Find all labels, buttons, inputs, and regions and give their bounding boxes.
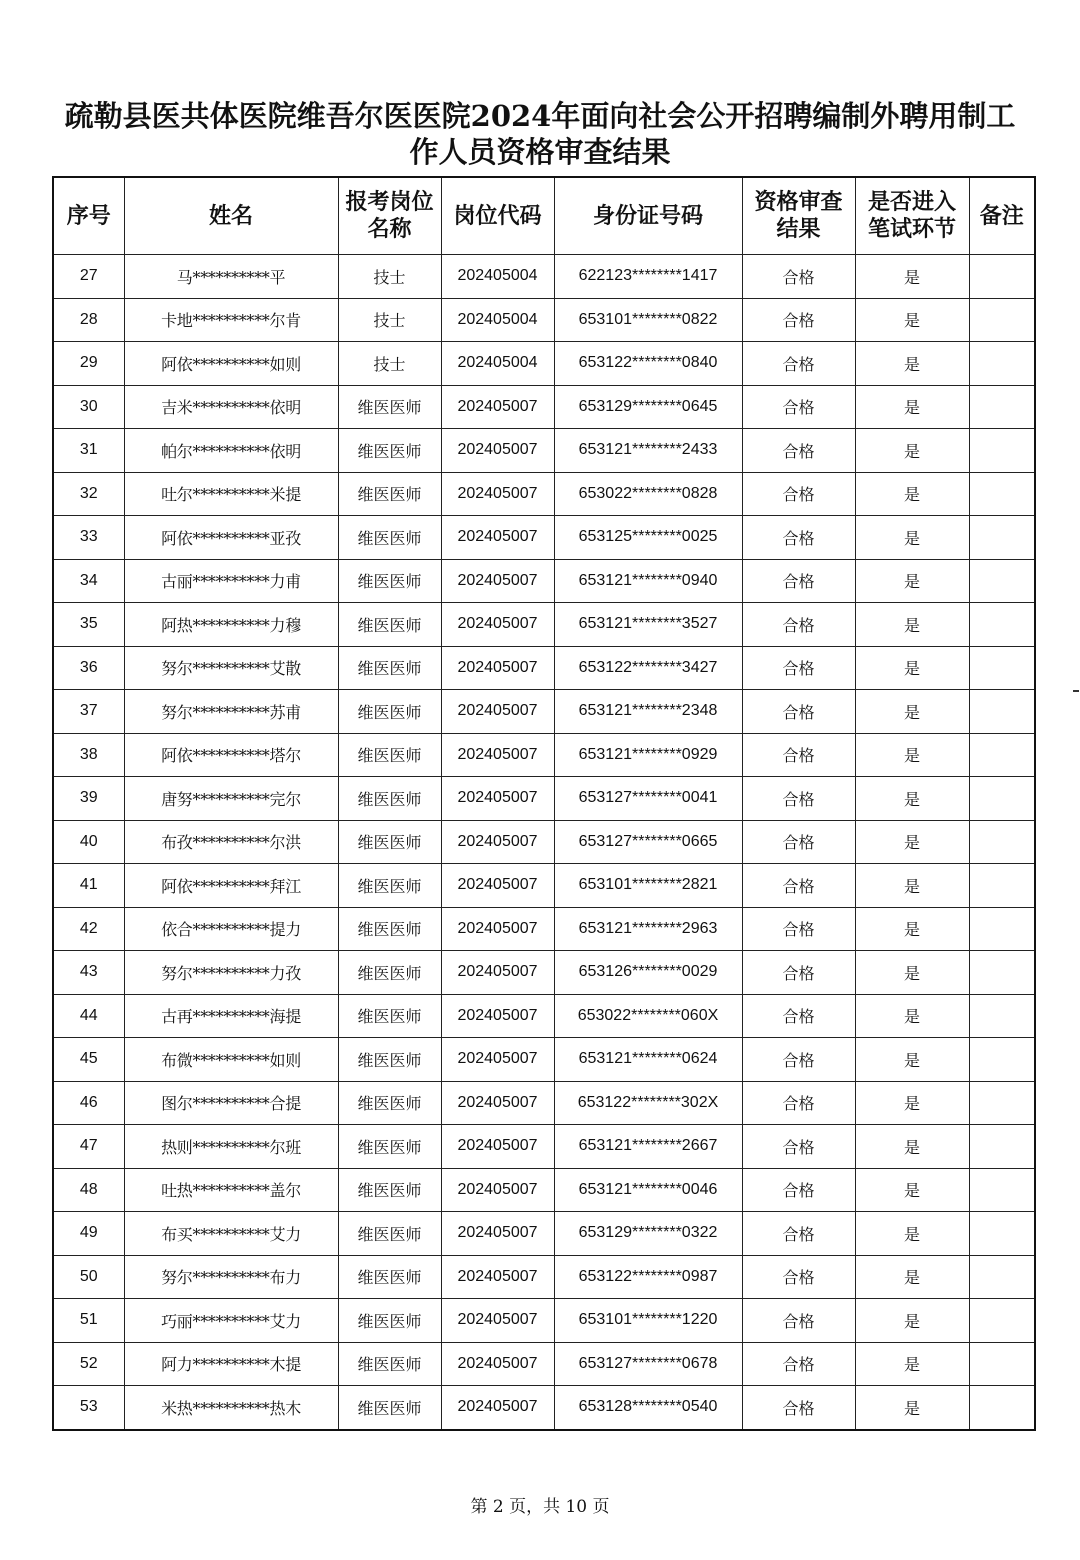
position-code-cell: 202405007 <box>441 1342 554 1386</box>
remark-cell <box>969 1038 1035 1082</box>
position-code-cell: 202405007 <box>441 429 554 473</box>
table-row <box>53 1038 1035 1082</box>
applicant-name-cell: 阿力**********木提 <box>124 1342 338 1386</box>
remark-cell <box>969 1168 1035 1212</box>
remark-cell <box>969 994 1035 1038</box>
table-row <box>53 603 1035 647</box>
id-number-cell: 653121********0046 <box>554 1168 742 1212</box>
review-result-cell: 合格 <box>742 777 855 821</box>
column-header-line: 序号 <box>66 202 111 229</box>
id-number-cell: 653127********0041 <box>554 777 742 821</box>
remark-cell <box>969 1299 1035 1343</box>
enter-exam-cell: 是 <box>855 298 969 342</box>
table-row <box>53 820 1035 864</box>
id-number-cell: 653129********0645 <box>554 385 742 429</box>
row-number-cell: 45 <box>53 1038 124 1082</box>
position-code-cell: 202405004 <box>441 342 554 386</box>
table-row <box>53 559 1035 603</box>
applicant-name-cell: 努尔**********力孜 <box>124 951 338 995</box>
column-header-line: 岗位代码 <box>453 202 542 229</box>
position-name-cell: 维医医师 <box>338 1342 441 1386</box>
applicant-name-cell: 阿依**********如则 <box>124 342 338 386</box>
remark-cell <box>969 255 1035 299</box>
column-header <box>969 177 1035 255</box>
enter-exam-cell: 是 <box>855 472 969 516</box>
review-result-cell: 合格 <box>742 255 855 299</box>
id-number-cell: 653121********0940 <box>554 559 742 603</box>
review-result-cell: 合格 <box>742 342 855 386</box>
remark-cell <box>969 516 1035 560</box>
position-code-cell: 202405007 <box>441 1299 554 1343</box>
enter-exam-cell: 是 <box>855 994 969 1038</box>
position-name-cell: 技士 <box>338 255 441 299</box>
position-name-cell: 维医医师 <box>338 1125 441 1169</box>
position-name-cell: 维医医师 <box>338 1255 441 1299</box>
applicant-name-cell: 帕尔**********依明 <box>124 429 338 473</box>
enter-exam-cell: 是 <box>855 1342 969 1386</box>
review-result-cell: 合格 <box>742 1038 855 1082</box>
row-number-cell: 28 <box>53 298 124 342</box>
enter-exam-cell: 是 <box>855 820 969 864</box>
enter-exam-cell: 是 <box>855 342 969 386</box>
enter-exam-cell: 是 <box>855 1038 969 1082</box>
position-code-cell: 202405007 <box>441 1255 554 1299</box>
position-name-cell: 技士 <box>338 298 441 342</box>
review-result-cell: 合格 <box>742 733 855 777</box>
column-header-line: 姓名 <box>208 202 253 229</box>
remark-cell <box>969 1255 1035 1299</box>
review-result-cell: 合格 <box>742 820 855 864</box>
position-name-cell: 维医医师 <box>338 951 441 995</box>
review-result-cell: 合格 <box>742 603 855 647</box>
column-header-line: 资格审查 <box>754 189 843 215</box>
remark-cell <box>969 1212 1035 1256</box>
review-result-cell: 合格 <box>742 907 855 951</box>
table-row <box>53 646 1035 690</box>
row-number-cell: 30 <box>53 385 124 429</box>
applicant-name-cell: 巧丽**********艾力 <box>124 1299 338 1343</box>
enter-exam-cell: 是 <box>855 1168 969 1212</box>
table-row <box>53 1081 1035 1125</box>
table-body <box>53 255 1035 1430</box>
remark-cell <box>969 1342 1035 1386</box>
review-result-cell: 合格 <box>742 472 855 516</box>
id-number-cell: 653127********0678 <box>554 1342 742 1386</box>
column-header-line: 笔试环节 <box>867 216 956 242</box>
table-row <box>53 385 1035 429</box>
position-code-cell: 202405007 <box>441 385 554 429</box>
position-code-cell: 202405007 <box>441 603 554 647</box>
id-number-cell: 653129********0322 <box>554 1212 742 1256</box>
row-number-cell: 50 <box>53 1255 124 1299</box>
row-number-cell: 42 <box>53 907 124 951</box>
id-number-cell: 653022********060X <box>554 994 742 1038</box>
id-number-cell: 653126********0029 <box>554 951 742 995</box>
table-row <box>53 907 1035 951</box>
row-number-cell: 52 <box>53 1342 124 1386</box>
enter-exam-cell: 是 <box>855 1081 969 1125</box>
column-header <box>338 177 441 255</box>
position-code-cell: 202405007 <box>441 472 554 516</box>
applicant-name-cell: 阿依**********拜江 <box>124 864 338 908</box>
table-row <box>53 342 1035 386</box>
row-number-cell: 37 <box>53 690 124 734</box>
review-result-cell: 合格 <box>742 1386 855 1430</box>
position-name-cell: 维医医师 <box>338 733 441 777</box>
row-number-cell: 39 <box>53 777 124 821</box>
column-header <box>742 177 855 255</box>
remark-cell <box>969 733 1035 777</box>
enter-exam-cell: 是 <box>855 516 969 560</box>
position-name-cell: 维医医师 <box>338 777 441 821</box>
column-header-line: 报考岗位 <box>345 189 434 215</box>
applicant-name-cell: 吉米**********依明 <box>124 385 338 429</box>
enter-exam-cell: 是 <box>855 385 969 429</box>
review-result-cell: 合格 <box>742 1342 855 1386</box>
remark-cell <box>969 385 1035 429</box>
table-row <box>53 994 1035 1038</box>
review-result-cell: 合格 <box>742 994 855 1038</box>
id-number-cell: 653022********0828 <box>554 472 742 516</box>
applicant-name-cell: 吐热**********盖尔 <box>124 1168 338 1212</box>
table-row <box>53 777 1035 821</box>
position-name-cell: 维医医师 <box>338 1081 441 1125</box>
row-number-cell: 48 <box>53 1168 124 1212</box>
applicant-name-cell: 卡地**********尔肯 <box>124 298 338 342</box>
position-name-cell: 维医医师 <box>338 385 441 429</box>
remark-cell <box>969 1125 1035 1169</box>
id-number-cell: 653101********2821 <box>554 864 742 908</box>
applicant-name-cell: 古丽**********力甫 <box>124 559 338 603</box>
enter-exam-cell: 是 <box>855 646 969 690</box>
position-code-cell: 202405007 <box>441 907 554 951</box>
column-header <box>124 177 338 255</box>
row-number-cell: 31 <box>53 429 124 473</box>
position-code-cell: 202405007 <box>441 1081 554 1125</box>
position-code-cell: 202405007 <box>441 864 554 908</box>
applicant-name-cell: 依合**********提力 <box>124 907 338 951</box>
remark-cell <box>969 777 1035 821</box>
position-code-cell: 202405007 <box>441 1168 554 1212</box>
applicant-name-cell: 努尔**********布力 <box>124 1255 338 1299</box>
remark-cell <box>969 907 1035 951</box>
id-number-cell: 653122********0987 <box>554 1255 742 1299</box>
table-row <box>53 472 1035 516</box>
table-row <box>53 690 1035 734</box>
id-number-cell: 653128********0540 <box>554 1386 742 1430</box>
enter-exam-cell: 是 <box>855 559 969 603</box>
id-number-cell: 653122********0840 <box>554 342 742 386</box>
applicant-name-cell: 吐尔**********米提 <box>124 472 338 516</box>
position-name-cell: 维医医师 <box>338 516 441 560</box>
position-code-cell: 202405007 <box>441 690 554 734</box>
position-code-cell: 202405007 <box>441 1038 554 1082</box>
id-number-cell: 653121********0929 <box>554 733 742 777</box>
remark-cell <box>969 820 1035 864</box>
position-code-cell: 202405007 <box>441 820 554 864</box>
column-header-line: 身份证号码 <box>592 202 703 229</box>
review-result-cell: 合格 <box>742 298 855 342</box>
row-number-cell: 36 <box>53 646 124 690</box>
table-row <box>53 1386 1035 1430</box>
row-number-cell: 40 <box>53 820 124 864</box>
table-row <box>53 516 1035 560</box>
id-number-cell: 653121********2963 <box>554 907 742 951</box>
row-number-cell: 34 <box>53 559 124 603</box>
remark-cell <box>969 646 1035 690</box>
position-name-cell: 维医医师 <box>338 820 441 864</box>
enter-exam-cell: 是 <box>855 690 969 734</box>
remark-cell <box>969 1081 1035 1125</box>
row-number-cell: 46 <box>53 1081 124 1125</box>
row-number-cell: 33 <box>53 516 124 560</box>
review-result-cell: 合格 <box>742 646 855 690</box>
column-header-line: 结果 <box>776 216 821 242</box>
row-number-cell: 43 <box>53 951 124 995</box>
remark-cell <box>969 951 1035 995</box>
results-table <box>52 176 1036 1431</box>
position-name-cell: 维医医师 <box>338 690 441 734</box>
id-number-cell: 653101********0822 <box>554 298 742 342</box>
position-code-cell: 202405007 <box>441 733 554 777</box>
page-footer: 第 2 页，共 10 页 <box>470 1497 610 1517</box>
position-code-cell: 202405004 <box>441 298 554 342</box>
position-code-cell: 202405007 <box>441 1212 554 1256</box>
column-header <box>441 177 554 255</box>
id-number-cell: 653122********3427 <box>554 646 742 690</box>
applicant-name-cell: 努尔**********苏甫 <box>124 690 338 734</box>
applicant-name-cell: 热则**********尔班 <box>124 1125 338 1169</box>
id-number-cell: 653121********2348 <box>554 690 742 734</box>
remark-cell <box>969 690 1035 734</box>
table-row <box>53 1342 1035 1386</box>
remark-cell <box>969 429 1035 473</box>
column-header-line: 是否进入 <box>867 189 956 215</box>
enter-exam-cell: 是 <box>855 864 969 908</box>
applicant-name-cell: 图尔**********合提 <box>124 1081 338 1125</box>
applicant-name-cell: 阿依**********塔尔 <box>124 733 338 777</box>
row-number-cell: 35 <box>53 603 124 647</box>
column-header <box>855 177 969 255</box>
column-header <box>554 177 742 255</box>
table-row <box>53 255 1035 299</box>
enter-exam-cell: 是 <box>855 1255 969 1299</box>
table-row <box>53 429 1035 473</box>
remark-cell <box>969 559 1035 603</box>
id-number-cell: 653121********2433 <box>554 429 742 473</box>
position-name-cell: 维医医师 <box>338 994 441 1038</box>
table-row <box>53 1168 1035 1212</box>
position-name-cell: 维医医师 <box>338 646 441 690</box>
enter-exam-cell: 是 <box>855 951 969 995</box>
row-number-cell: 29 <box>53 342 124 386</box>
position-name-cell: 维医医师 <box>338 603 441 647</box>
review-result-cell: 合格 <box>742 1125 855 1169</box>
title-line-2: 作人员资格审查结果 <box>409 135 671 169</box>
row-number-cell: 27 <box>53 255 124 299</box>
position-name-cell: 维医医师 <box>338 559 441 603</box>
position-code-cell: 202405004 <box>441 255 554 299</box>
remark-cell <box>969 472 1035 516</box>
review-result-cell: 合格 <box>742 690 855 734</box>
position-name-cell: 维医医师 <box>338 1212 441 1256</box>
position-code-cell: 202405007 <box>441 559 554 603</box>
review-result-cell: 合格 <box>742 516 855 560</box>
row-number-cell: 41 <box>53 864 124 908</box>
applicant-name-cell: 布买**********艾力 <box>124 1212 338 1256</box>
position-code-cell: 202405007 <box>441 1386 554 1430</box>
enter-exam-cell: 是 <box>855 1212 969 1256</box>
table-row <box>53 1212 1035 1256</box>
title-line-1: 疏勒县医共体医院维吾尔医医院2024年面向社会公开招聘编制外聘用制工 <box>64 99 1016 133</box>
row-number-cell: 53 <box>53 1386 124 1430</box>
position-name-cell: 维医医师 <box>338 1299 441 1343</box>
position-name-cell: 维医医师 <box>338 472 441 516</box>
id-number-cell: 653122********302X <box>554 1081 742 1125</box>
table-row <box>53 864 1035 908</box>
review-result-cell: 合格 <box>742 559 855 603</box>
id-number-cell: 653125********0025 <box>554 516 742 560</box>
review-result-cell: 合格 <box>742 864 855 908</box>
applicant-name-cell: 马**********平 <box>124 255 338 299</box>
review-result-cell: 合格 <box>742 1299 855 1343</box>
row-number-cell: 38 <box>53 733 124 777</box>
applicant-name-cell: 米热**********热木 <box>124 1386 338 1430</box>
review-result-cell: 合格 <box>742 1081 855 1125</box>
column-header-line: 备注 <box>979 202 1024 229</box>
position-name-cell: 技士 <box>338 342 441 386</box>
remark-cell <box>969 864 1035 908</box>
table-header <box>53 177 1035 255</box>
table-row <box>53 1125 1035 1169</box>
table-row <box>53 951 1035 995</box>
applicant-name-cell: 阿依**********亚孜 <box>124 516 338 560</box>
id-number-cell: 653127********0665 <box>554 820 742 864</box>
table-row <box>53 298 1035 342</box>
enter-exam-cell: 是 <box>855 777 969 821</box>
enter-exam-cell: 是 <box>855 733 969 777</box>
position-code-cell: 202405007 <box>441 951 554 995</box>
id-number-cell: 653121********3527 <box>554 603 742 647</box>
enter-exam-cell: 是 <box>855 603 969 647</box>
table-row <box>53 733 1035 777</box>
column-header-line: 名称 <box>367 216 412 242</box>
position-code-cell: 202405007 <box>441 516 554 560</box>
enter-exam-cell: 是 <box>855 1125 969 1169</box>
scan-edge-mark <box>1073 690 1079 692</box>
review-result-cell: 合格 <box>742 429 855 473</box>
row-number-cell: 51 <box>53 1299 124 1343</box>
table-row <box>53 1299 1035 1343</box>
position-name-cell: 维医医师 <box>338 864 441 908</box>
id-number-cell: 622123********1417 <box>554 255 742 299</box>
enter-exam-cell: 是 <box>855 255 969 299</box>
position-name-cell: 维医医师 <box>338 1038 441 1082</box>
table-row <box>53 1255 1035 1299</box>
position-code-cell: 202405007 <box>441 994 554 1038</box>
position-name-cell: 维医医师 <box>338 1168 441 1212</box>
position-code-cell: 202405007 <box>441 646 554 690</box>
applicant-name-cell: 布孜**********尔洪 <box>124 820 338 864</box>
review-result-cell: 合格 <box>742 1212 855 1256</box>
remark-cell <box>969 342 1035 386</box>
applicant-name-cell: 努尔**********艾散 <box>124 646 338 690</box>
review-result-cell: 合格 <box>742 951 855 995</box>
row-number-cell: 47 <box>53 1125 124 1169</box>
applicant-name-cell: 阿热**********力穆 <box>124 603 338 647</box>
applicant-name-cell: 古再**********海提 <box>124 994 338 1038</box>
remark-cell <box>969 1386 1035 1430</box>
id-number-cell: 653121********2667 <box>554 1125 742 1169</box>
applicant-name-cell: 唐努**********完尔 <box>124 777 338 821</box>
column-header <box>53 177 124 255</box>
remark-cell <box>969 298 1035 342</box>
position-name-cell: 维医医师 <box>338 1386 441 1430</box>
id-number-cell: 653101********1220 <box>554 1299 742 1343</box>
review-result-cell: 合格 <box>742 1168 855 1212</box>
position-name-cell: 维医医师 <box>338 907 441 951</box>
enter-exam-cell: 是 <box>855 907 969 951</box>
enter-exam-cell: 是 <box>855 1386 969 1430</box>
row-number-cell: 49 <box>53 1212 124 1256</box>
enter-exam-cell: 是 <box>855 429 969 473</box>
row-number-cell: 32 <box>53 472 124 516</box>
review-result-cell: 合格 <box>742 385 855 429</box>
id-number-cell: 653121********0624 <box>554 1038 742 1082</box>
row-number-cell: 44 <box>53 994 124 1038</box>
enter-exam-cell: 是 <box>855 1299 969 1343</box>
position-name-cell: 维医医师 <box>338 429 441 473</box>
remark-cell <box>969 603 1035 647</box>
header-row <box>53 177 1035 255</box>
position-code-cell: 202405007 <box>441 1125 554 1169</box>
review-result-cell: 合格 <box>742 1255 855 1299</box>
applicant-name-cell: 布微**********如则 <box>124 1038 338 1082</box>
position-code-cell: 202405007 <box>441 777 554 821</box>
document-title <box>40 98 1040 170</box>
